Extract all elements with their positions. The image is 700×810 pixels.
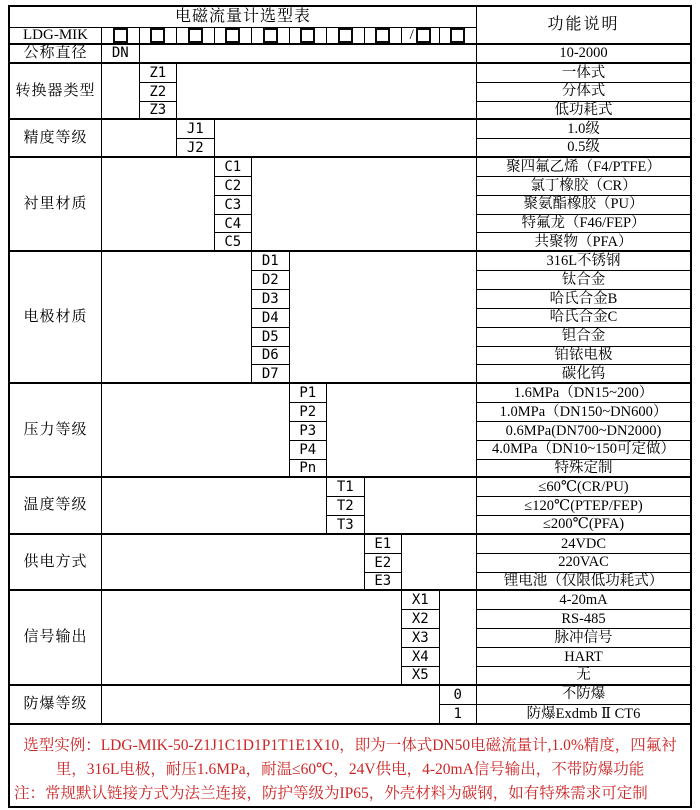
option-desc-cell: 共聚物（PFA） bbox=[477, 233, 690, 252]
option-code-cell: D6 bbox=[252, 347, 290, 366]
filler-cell bbox=[140, 45, 478, 64]
group-label-pressure: 压力等级 bbox=[10, 384, 102, 478]
option-code-cell: C5 bbox=[215, 233, 253, 252]
table-title: 电磁流量计选型表 bbox=[10, 7, 477, 28]
option-code-cell: J2 bbox=[177, 139, 215, 158]
option-code-cell: Z2 bbox=[140, 83, 178, 102]
option-desc-cell: 脉冲信号 bbox=[477, 629, 690, 648]
filler-cell bbox=[102, 64, 140, 121]
filler-cell bbox=[440, 591, 478, 685]
filler-cell bbox=[215, 120, 478, 158]
option-desc-cell: 碳化钨 bbox=[477, 365, 690, 384]
filler-cell bbox=[102, 252, 252, 384]
option-desc-cell: 防爆Exdmb Ⅱ CT6 bbox=[526, 705, 641, 722]
model-digit-cell bbox=[327, 28, 365, 45]
option-code-cell: C3 bbox=[215, 196, 253, 215]
option-desc-cell: RS-485 bbox=[477, 610, 690, 629]
option-code-cell: P1 bbox=[290, 384, 328, 403]
option-desc-cell: 锂电池（仅限低功耗式） bbox=[477, 573, 690, 592]
checkbox-icon bbox=[300, 28, 315, 43]
option-code-cell: E1 bbox=[365, 535, 403, 554]
checkbox-icon bbox=[375, 28, 390, 43]
option-code-cell: D4 bbox=[252, 309, 290, 328]
option-code-cell: P3 bbox=[290, 422, 328, 441]
option-desc-cell: 低功耗式 bbox=[477, 102, 690, 121]
option-desc-cell: 24VDC bbox=[477, 535, 690, 554]
option-code-cell: T1 bbox=[327, 478, 365, 497]
checkbox-icon bbox=[188, 28, 203, 43]
option-code-cell: D3 bbox=[252, 290, 290, 309]
option-code-cell: T2 bbox=[327, 497, 365, 516]
model-digit-cell bbox=[102, 28, 140, 45]
group-label-signal: 信号输出 bbox=[10, 591, 102, 685]
option-desc-cell: 钽合金 bbox=[477, 328, 690, 347]
option-desc-cell: 特殊定制 bbox=[477, 460, 690, 479]
option-desc-cell: 钛合金 bbox=[477, 271, 690, 290]
option-code-cell: D5 bbox=[252, 328, 290, 347]
group-label-lining: 衬里材质 bbox=[10, 158, 102, 252]
option-code-cell: X4 bbox=[402, 648, 440, 667]
option-code-cell: X2 bbox=[402, 610, 440, 629]
notes-box bbox=[8, 723, 692, 808]
group-label-converter: 转换器类型 bbox=[10, 64, 102, 121]
model-digit-cell bbox=[215, 28, 253, 45]
option-code-cell: C1 bbox=[215, 158, 253, 177]
checkbox-icon bbox=[150, 28, 165, 43]
checkbox-icon bbox=[338, 28, 353, 43]
option-desc-cell: 4.0MPa（DN10~150可定做） bbox=[477, 441, 690, 460]
option-code-cell: C2 bbox=[215, 177, 253, 196]
filler-cell bbox=[365, 478, 478, 535]
filler-cell bbox=[102, 686, 440, 724]
option-desc-cell: 一体式 bbox=[477, 64, 690, 83]
selection-table bbox=[8, 5, 692, 725]
option-code-cell: X5 bbox=[402, 667, 440, 686]
option-code-cell: X3 bbox=[402, 629, 440, 648]
option-desc-cell: 不防爆 bbox=[477, 686, 690, 705]
filler-cell bbox=[102, 591, 402, 685]
model-digit-cell bbox=[365, 28, 403, 45]
filler-cell bbox=[102, 158, 215, 252]
group-label-temperature: 温度等级 bbox=[10, 478, 102, 535]
checkbox-icon bbox=[416, 28, 431, 43]
option-desc-cell: 特氟龙（F46/FEP） bbox=[477, 215, 690, 234]
filler-cell bbox=[102, 535, 365, 592]
option-code-cell: Z3 bbox=[140, 102, 178, 121]
group-label-explosion: 防爆等级 bbox=[10, 686, 102, 724]
option-code-cell: P2 bbox=[290, 403, 328, 422]
checkbox-icon bbox=[225, 28, 240, 43]
option-desc-cell: ≤200℃(PFA) bbox=[477, 516, 690, 535]
filler-cell bbox=[402, 535, 477, 592]
option-desc-cell: 聚四氟乙烯（F4/PTFE） bbox=[477, 158, 690, 177]
option-desc-cell: 铂铱电极 bbox=[477, 347, 690, 366]
option-desc-cell: 0.6MPa(DN700~DN2000) bbox=[477, 422, 690, 441]
model-digit-cell bbox=[140, 28, 178, 45]
option-code-cell: D1 bbox=[252, 252, 290, 271]
option-desc-cell: 316L不锈钢 bbox=[477, 252, 690, 271]
option-desc-cell: 0.5级 bbox=[477, 139, 690, 158]
option-desc-cell: 1.0级 bbox=[477, 120, 690, 139]
option-code-cell: Pn bbox=[290, 460, 328, 479]
option-code-cell: E3 bbox=[365, 573, 403, 592]
option-desc-cell: ≤60℃(CR/PU) bbox=[477, 478, 690, 497]
filler-cell bbox=[177, 64, 477, 121]
model-digit-cell bbox=[177, 28, 215, 45]
option-code-cell: T3 bbox=[327, 516, 365, 535]
option-desc-cell: 分体式 bbox=[477, 83, 690, 102]
filler-cell bbox=[102, 478, 327, 535]
group-label-accuracy: 精度等级 bbox=[10, 120, 102, 158]
option-desc-cell: 哈氏合金B bbox=[477, 290, 690, 309]
option-code-cell: E2 bbox=[365, 554, 403, 573]
option-code-cell: D2 bbox=[252, 271, 290, 290]
option-desc-cell: 无 bbox=[477, 667, 690, 686]
option-desc-cell: 1.6MPa（DN15~200） bbox=[477, 384, 690, 403]
default-config-note-text: 注：常规默认链接方式为法兰连接，防护等级为IP65，外壳材料为碳钢，如有特殊需求可定制 bbox=[14, 785, 648, 803]
filler-cell bbox=[252, 158, 477, 252]
filler-cell bbox=[102, 384, 290, 478]
checkbox-icon bbox=[263, 28, 278, 43]
function-description-header: 功能说明 bbox=[477, 7, 690, 45]
checkbox-icon bbox=[450, 28, 465, 43]
group-label-electrode: 电极材质 bbox=[10, 252, 102, 384]
option-desc-cell: 1.0MPa（DN150~DN600） bbox=[477, 403, 690, 422]
model-digit-cell bbox=[252, 28, 290, 45]
group-label-diameter: 公称直径 bbox=[10, 45, 102, 64]
option-code-cell: 1 bbox=[440, 705, 478, 724]
option-desc-cell: HART bbox=[477, 648, 690, 667]
option-desc-cell: 220VAC bbox=[477, 554, 690, 573]
page bbox=[8, 5, 692, 808]
option-desc-cell: 聚氨酯橡胶（PU） bbox=[477, 196, 690, 215]
model-prefix-cell: LDG-MIK bbox=[10, 28, 102, 45]
option-code-cell: C4 bbox=[215, 215, 253, 234]
option-desc-cell: 哈氏合金C bbox=[477, 309, 690, 328]
model-digit-cell bbox=[402, 28, 440, 45]
filler-cell bbox=[102, 120, 177, 158]
group-label-power: 供电方式 bbox=[10, 535, 102, 592]
slash-separator: / bbox=[409, 28, 414, 43]
model-digit-cell bbox=[440, 28, 478, 45]
option-code-cell: DN bbox=[102, 45, 140, 64]
filler-cell bbox=[290, 252, 478, 384]
model-digit-cell bbox=[290, 28, 328, 45]
option-code-cell: 0 bbox=[440, 686, 478, 705]
option-desc-cell: 4-20mA bbox=[477, 591, 690, 610]
option-code-cell: D7 bbox=[252, 365, 290, 384]
selection-example-text: 选型实例：LDG-MIK-50-Z1J1C1D1P1T1E1X10，即为一体式DN50电磁流量计,1.0%精度，四氟衬里，316L电极，耐压1.6MPa，耐温≤60℃，24V供电，4-20mA信号输出，不带防爆功能 bbox=[23, 737, 677, 779]
option-desc-cell: ≤120℃(PTEP/FEP) bbox=[477, 497, 690, 516]
option-code-cell: X1 bbox=[402, 591, 440, 610]
option-desc-cell: 氯丁橡胶（CR） bbox=[477, 177, 690, 196]
filler-cell bbox=[327, 384, 477, 478]
option-code-cell: J1 bbox=[177, 120, 215, 139]
option-code-cell: P4 bbox=[290, 441, 328, 460]
option-desc-cell: 10-2000 bbox=[477, 45, 690, 64]
option-code-cell: Z1 bbox=[140, 64, 178, 83]
checkbox-icon bbox=[113, 28, 128, 43]
